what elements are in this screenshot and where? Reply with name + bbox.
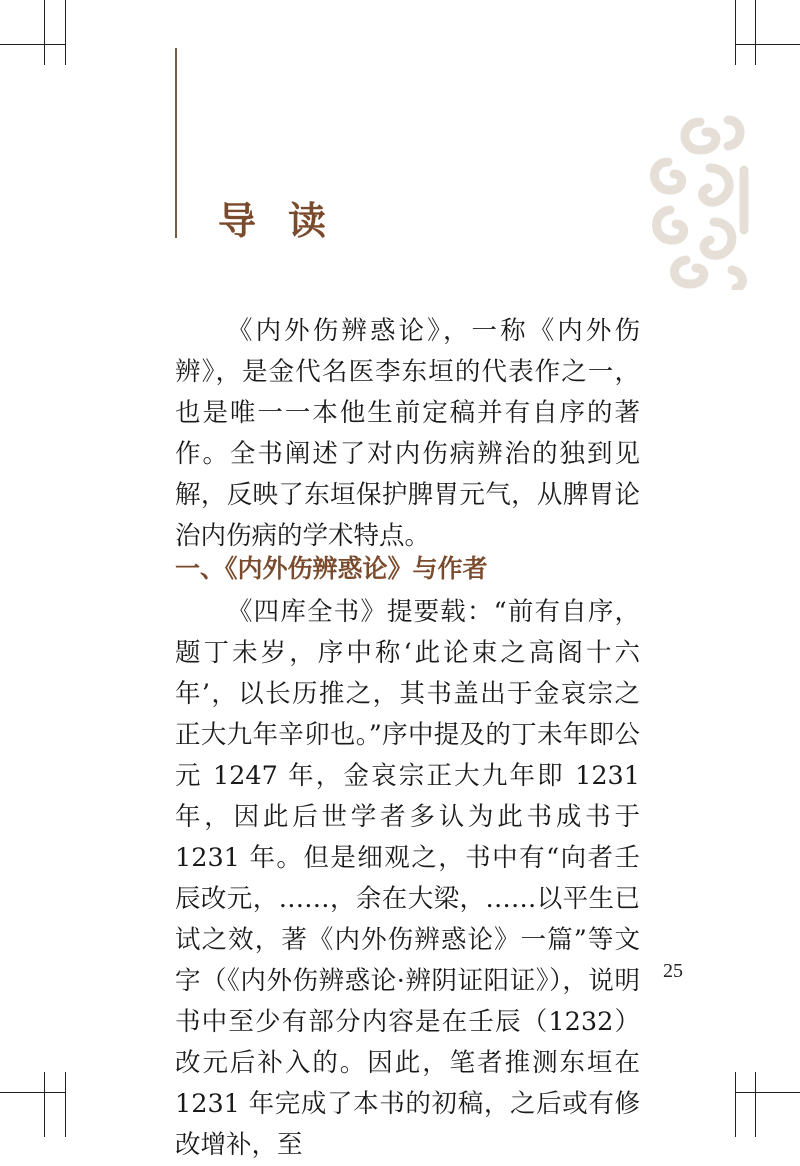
- body-paragraph: 《四库全书》提要载：“前有自序，题丁未岁，序中称‘此论束之高阁十六年’，以长历推之，其书盖出于金哀宗之正大九年辛卯也。”序中提及的丁未年即公元 1247 年，金哀宗正大九年即 1231 年，因此后世学者多认为此书成书于 1231 年。但是细观之，书中有“向者壬辰改元，……，余在大梁，……以平生已试之效，著《内外伤辨惑论》一篇”等文字（《内外伤辨惑论·辨阴证阳证》），说明书中至少有部分内容是在壬辰（1232）改元后补入的。因此，笔者推测东垣在 1231 年完成了本书的初稿，之后或有修改增补，至: [175, 597, 640, 1160]
- title-vertical-rule: [175, 48, 177, 238]
- decorative-cloud-ornament-icon: [640, 110, 752, 290]
- page-number: 25: [663, 960, 683, 982]
- section-title: 导读: [218, 198, 359, 243]
- intro-paragraph: 《内外伤辨惑论》，一称《内外伤辨》，是金代名医李东垣的代表作之一，也是唯一一本他生前定稿并有自序的著作。全书阐述了对内伤病辨治的独到见解，反映了东垣保护脾胃元气，从脾胃论治内伤病的学术特点。: [175, 316, 640, 551]
- subsection-heading: 一、《内外伤辨惑论》与作者: [175, 554, 488, 583]
